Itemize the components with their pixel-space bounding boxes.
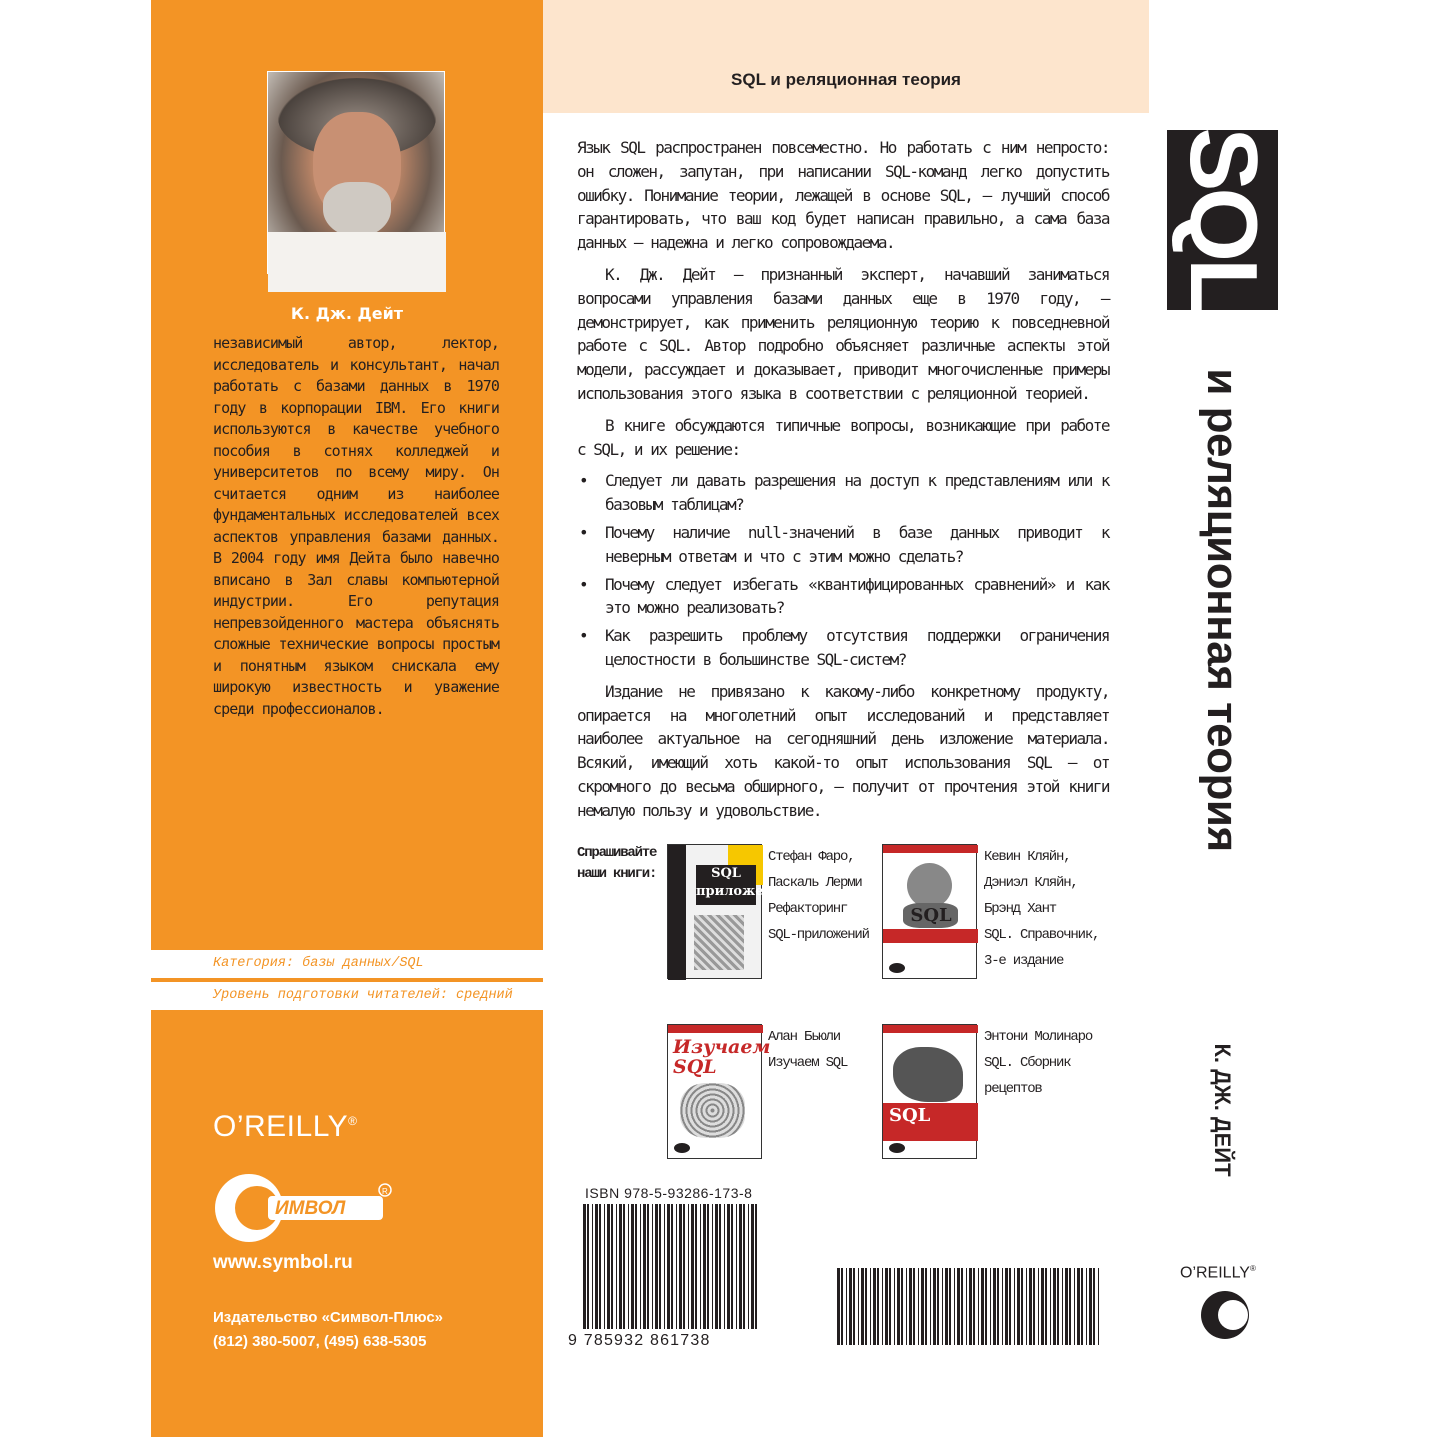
isbn-label: ISBN 978-5-93286-173-8 [585,1185,753,1201]
description-paragraph: К. Дж. Дейт – признанный эксперт, начавший заниматься вопросами управления базами данных еще в 1970 году, – демонстрирует, как применить реляционную теорию к повседневной работе с SQL. Автор подробно объясняет различные аспекты этой модели, рассуждает и доказывает, приводит многочисленные примеры использования этого языка в соответствии с реляционной теорией. [577,264,1109,403]
publisher-name: Издательство «Символ-Плюс» [213,1309,444,1326]
spine-symbol-logo [1200,1290,1250,1340]
description-paragraph: Издание не привязано к какому-либо конкретному продукту, опирается на многолетний опыт исследований и представляет наиболее актуальное на сегодняшний день изложение материала. Всякий, имеющий хоть какой-то опыт использования SQL – от скромного до весьма обширного, – получит от прочтения этой книги немалую пользу и удовольствие. [577,681,1109,820]
book-cover-learning-sql[interactable] [667,1024,771,1159]
spine-sql-block [1167,127,1278,313]
website-link[interactable]: www.symbol.ru [213,1252,353,1273]
reader-level-label: Уровень подготовки читателей: средний [151,982,543,1010]
secondary-barcode [837,1268,1101,1345]
list-item: • Как разрешить проблему отсутствия поддержки ограничения целостности в большинстве SQL-систем? [577,624,1109,672]
author-name: К. Дж. Дейт [290,304,404,323]
spine-author: К. ДЖ. ДЕЙТ [1210,1043,1235,1177]
book-info: Алан Бьюли Изучаем SQL [768,1029,848,1071]
author-bio: независимый автор, лектор, исследователь и консультант, начал работать с базами данных в 1970 году в корпорации IBM. Его книги используются в качестве учебного пособия в сотнях колледжей и университетов по всему миру. Он считается одним из наиболее фундаментальных исследователей всех аспектов управления базами данных. В 2004 году имя Дейта было навечно вписано в Зал славы компьютерной индустрии. Его репутация непревзойденного мастера объяснять сложные технические вопросы простым и понятным языком снискала ему широкую известность и уважение среди профессионалов. [213,334,499,718]
svg-text:ИМВОЛ: ИМВОЛ [275,1198,346,1219]
description-paragraph: В книге обсуждаются типичные вопросы, возникающие при работе с SQL, и их решение: [577,415,1109,459]
book-info: Энтони Молинаро SQL. Сборник рецептов [984,1029,1093,1097]
cover-title: SQL приложений [696,865,756,905]
oreilly-logo: O’REILLY® [213,1110,358,1143]
list-item: • Почему наличие null-значений в базе данных приводит к неверным ответам и что с этим можно сделать? [577,521,1109,569]
spine-sql-text: SQL [1169,127,1277,313]
book-cover-sql-cookbook[interactable] [882,1024,977,1159]
svg-text:R: R [382,1187,388,1196]
book-cover-sql-reference[interactable] [882,844,977,979]
book-cover-refactoring[interactable] [667,844,793,979]
ask-books-label: Спрашивайте наши книги: [577,845,657,882]
isbn-barcode [583,1204,758,1329]
author-panel [151,0,543,1437]
publisher-phones: (812) 380-5007, (495) 638-5305 [213,1333,427,1350]
symbol-logo [213,1170,393,1245]
book-info: Стефан Фаро, Паскаль Лерми Рефакторинг SQL-приложений [768,849,869,943]
title-band [543,0,1149,113]
spine-title: и реляционная теория [1198,368,1247,852]
cover-title: SQL [910,905,952,926]
spine-oreilly-logo: O’REILLY® [1180,1264,1256,1282]
description-paragraph: Язык SQL распространен повсеместно. Но работать с ним непросто: он сложен, запутан, при написании SQL-команд легко допустить ошибку. Понимание теории, лежащей в основе SQL, – лучший способ гарантировать, что ваш код будет написан правильно, а сама база данных – надежна и легко сопровождаема. [577,138,1109,253]
cover-title: Изучаем SQL [673,1036,771,1078]
book-title: SQL и реляционная теория [731,70,961,89]
question-list [577,469,1109,671]
cover-title: SQL [889,1105,931,1126]
book-description [577,136,1109,831]
barcode-number: 9 785932 861738 [568,1332,711,1349]
category-label: Категория: базы данных/SQL [151,950,543,978]
list-item: • Следует ли давать разрешения на доступ к представлениям или к базовым таблицам? [577,469,1109,517]
author-photo [267,71,445,274]
book-info: Кевин Кляйн, Дэниэл Кляйн, Брэнд Хант SQL. Справочник, 3-е издание [984,849,1100,969]
publisher-info [213,1306,443,1354]
list-item: • Почему следует избегать «квантифицированных сравнений» и как это можно реализовать? [577,573,1109,621]
